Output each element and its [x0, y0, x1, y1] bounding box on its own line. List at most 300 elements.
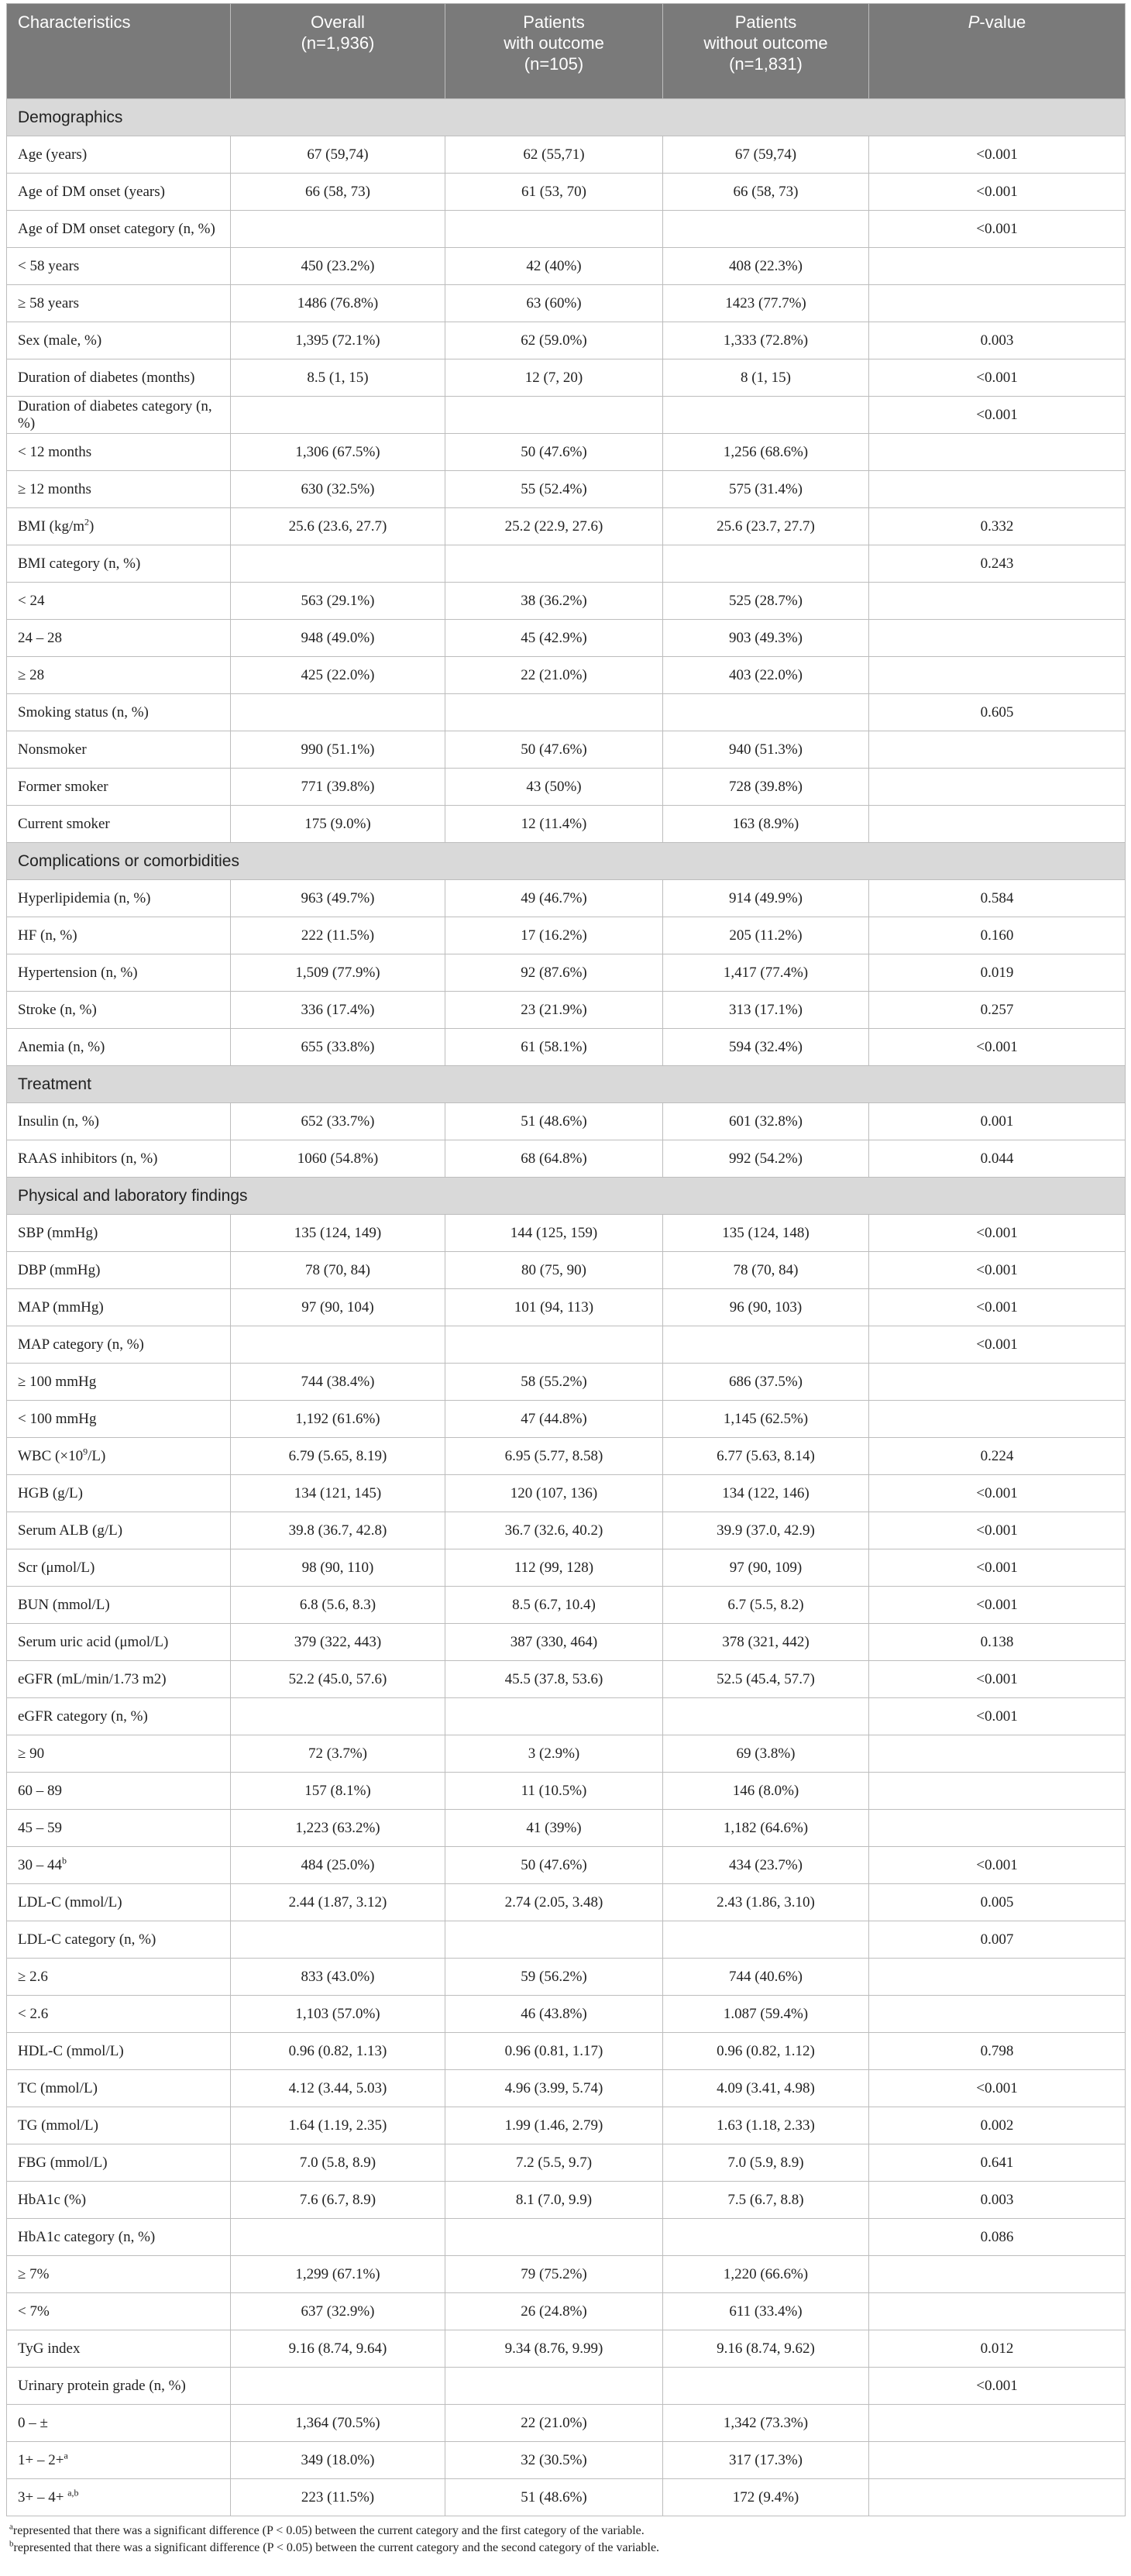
cell-overall	[231, 1698, 445, 1735]
section-header-row	[7, 1066, 1126, 1103]
row-label: LDL-C category (n, %)	[7, 1921, 231, 1959]
cell-overall: 1,395 (72.1%)	[231, 322, 445, 359]
table-row	[7, 359, 1126, 397]
cell-overall: 97 (90, 104)	[231, 1289, 445, 1326]
cell-with-outcome: 23 (21.9%)	[445, 992, 663, 1029]
cell-with-outcome: 45.5 (37.8, 53.6)	[445, 1661, 663, 1698]
cell-without-outcome: 9.16 (8.74, 9.62)	[663, 2330, 869, 2368]
table-row	[7, 2144, 1126, 2182]
cell-without-outcome: 403 (22.0%)	[663, 657, 869, 694]
cell-with-outcome: 0.96 (0.81, 1.17)	[445, 2033, 663, 2070]
cell-overall: 8.5 (1, 15)	[231, 359, 445, 397]
cell-with-outcome	[445, 2368, 663, 2405]
row-label: ≥ 90	[7, 1735, 231, 1773]
table-row	[7, 2107, 1126, 2144]
table-row	[7, 285, 1126, 322]
cell-p-value: <0.001	[869, 136, 1126, 174]
footnotes	[6, 2523, 1125, 2557]
cell-overall	[231, 1326, 445, 1364]
cell-without-outcome: 78 (70, 84)	[663, 1252, 869, 1289]
cell-p-value: <0.001	[869, 211, 1126, 248]
cell-with-outcome: 68 (64.8%)	[445, 1140, 663, 1178]
cell-overall: 1,299 (67.1%)	[231, 2256, 445, 2293]
cell-overall: 1060 (54.8%)	[231, 1140, 445, 1178]
row-label: Current smoker	[7, 806, 231, 843]
table-row	[7, 1252, 1126, 1289]
cell-with-outcome: 17 (16.2%)	[445, 917, 663, 954]
cell-without-outcome	[663, 694, 869, 731]
cell-overall: 1,223 (63.2%)	[231, 1810, 445, 1847]
cell-without-outcome: 525 (28.7%)	[663, 583, 869, 620]
cell-with-outcome: 43 (50%)	[445, 769, 663, 806]
cell-with-outcome: 41 (39%)	[445, 1810, 663, 1847]
cell-without-outcome: 6.7 (5.5, 8.2)	[663, 1587, 869, 1624]
cell-p-value: 0.007	[869, 1921, 1126, 1959]
cell-without-outcome: 6.77 (5.63, 8.14)	[663, 1438, 869, 1475]
cell-overall: 563 (29.1%)	[231, 583, 445, 620]
cell-p-value: 0.243	[869, 545, 1126, 583]
cell-without-outcome	[663, 2219, 869, 2256]
table-row	[7, 1884, 1126, 1921]
table-row	[7, 136, 1126, 174]
row-label: < 2.6	[7, 1996, 231, 2033]
cell-without-outcome	[663, 1921, 869, 1959]
cell-without-outcome: 1,220 (66.6%)	[663, 2256, 869, 2293]
cell-with-outcome	[445, 694, 663, 731]
row-label: BUN (mmol/L)	[7, 1587, 231, 1624]
cell-p-value: 0.003	[869, 322, 1126, 359]
cell-overall: 25.6 (23.6, 27.7)	[231, 508, 445, 545]
row-label: Duration of diabetes category (n, %)	[7, 397, 231, 434]
row-label: Former smoker	[7, 769, 231, 806]
row-label: Scr (μmol/L)	[7, 1549, 231, 1587]
cell-p-value: <0.001	[869, 1029, 1126, 1066]
cell-with-outcome: 22 (21.0%)	[445, 657, 663, 694]
cell-with-outcome: 4.96 (3.99, 5.74)	[445, 2070, 663, 2107]
row-label: eGFR (mL/min/1.73 m2)	[7, 1661, 231, 1698]
cell-without-outcome: 205 (11.2%)	[663, 917, 869, 954]
cell-without-outcome	[663, 397, 869, 434]
cell-without-outcome: 313 (17.1%)	[663, 992, 869, 1029]
cell-overall: 78 (70, 84)	[231, 1252, 445, 1289]
row-label: Age of DM onset category (n, %)	[7, 211, 231, 248]
row-label: Serum ALB (g/L)	[7, 1512, 231, 1549]
row-label: FBG (mmol/L)	[7, 2144, 231, 2182]
header-with-outcome: Patients with outcome (n=105)	[445, 4, 663, 99]
cell-without-outcome: 1423 (77.7%)	[663, 285, 869, 322]
cell-with-outcome: 63 (60%)	[445, 285, 663, 322]
cell-overall: 9.16 (8.74, 9.64)	[231, 2330, 445, 2368]
cell-with-outcome: 11 (10.5%)	[445, 1773, 663, 1810]
row-label: ≥ 28	[7, 657, 231, 694]
table-container	[6, 3, 1125, 2557]
cell-p-value	[869, 1810, 1126, 1847]
cell-without-outcome: 96 (90, 103)	[663, 1289, 869, 1326]
table-row	[7, 1438, 1126, 1475]
cell-with-outcome: 25.2 (22.9, 27.6)	[445, 508, 663, 545]
row-label: Stroke (n, %)	[7, 992, 231, 1029]
table-row	[7, 1549, 1126, 1587]
cell-with-outcome: 62 (55,71)	[445, 136, 663, 174]
cell-with-outcome: 46 (43.8%)	[445, 1996, 663, 2033]
row-label: HGB (g/L)	[7, 1475, 231, 1512]
cell-overall	[231, 211, 445, 248]
cell-overall: 175 (9.0%)	[231, 806, 445, 843]
cell-p-value: <0.001	[869, 1289, 1126, 1326]
table-row	[7, 1624, 1126, 1661]
cell-p-value: <0.001	[869, 1698, 1126, 1735]
cell-with-outcome: 22 (21.0%)	[445, 2405, 663, 2442]
cell-with-outcome	[445, 211, 663, 248]
table-body	[7, 99, 1126, 2516]
row-label: Insulin (n, %)	[7, 1103, 231, 1140]
cell-p-value	[869, 471, 1126, 508]
cell-with-outcome: 120 (107, 136)	[445, 1475, 663, 1512]
row-label: ≥ 12 months	[7, 471, 231, 508]
table-row	[7, 1773, 1126, 1810]
cell-p-value	[869, 248, 1126, 285]
cell-without-outcome: 4.09 (3.41, 4.98)	[663, 2070, 869, 2107]
cell-without-outcome: 601 (32.8%)	[663, 1103, 869, 1140]
cell-overall: 1,192 (61.6%)	[231, 1401, 445, 1438]
cell-overall: 484 (25.0%)	[231, 1847, 445, 1884]
cell-with-outcome: 42 (40%)	[445, 248, 663, 285]
cell-without-outcome: 1.63 (1.18, 2.33)	[663, 2107, 869, 2144]
row-label: BMI category (n, %)	[7, 545, 231, 583]
cell-with-outcome: 101 (94, 113)	[445, 1289, 663, 1326]
table-row	[7, 2256, 1126, 2293]
table-row	[7, 731, 1126, 769]
row-label: < 24	[7, 583, 231, 620]
row-label: Age (years)	[7, 136, 231, 174]
table-row	[7, 1475, 1126, 1512]
cell-with-outcome: 59 (56.2%)	[445, 1959, 663, 1996]
row-label: < 58 years	[7, 248, 231, 285]
row-label: HbA1c category (n, %)	[7, 2219, 231, 2256]
cell-overall: 833 (43.0%)	[231, 1959, 445, 1996]
cell-overall: 1,306 (67.5%)	[231, 434, 445, 471]
section-title: Physical and laboratory findings	[7, 1178, 1126, 1215]
cell-with-outcome: 92 (87.6%)	[445, 954, 663, 992]
table-row	[7, 174, 1126, 211]
table-row	[7, 1587, 1126, 1624]
cell-without-outcome: 914 (49.9%)	[663, 880, 869, 917]
cell-p-value: 0.798	[869, 2033, 1126, 2070]
cell-overall	[231, 2368, 445, 2405]
cell-with-outcome: 49 (46.7%)	[445, 880, 663, 917]
cell-without-outcome: 172 (9.4%)	[663, 2479, 869, 2516]
cell-with-outcome: 26 (24.8%)	[445, 2293, 663, 2330]
cell-p-value: <0.001	[869, 1661, 1126, 1698]
cell-without-outcome: 0.96 (0.82, 1.12)	[663, 2033, 869, 2070]
cell-without-outcome: 992 (54.2%)	[663, 1140, 869, 1178]
cell-overall: 223 (11.5%)	[231, 2479, 445, 2516]
cell-with-outcome: 51 (48.6%)	[445, 1103, 663, 1140]
cell-p-value	[869, 2293, 1126, 2330]
table-row	[7, 1512, 1126, 1549]
cell-p-value	[869, 583, 1126, 620]
row-label: HDL-C (mmol/L)	[7, 2033, 231, 2070]
cell-overall: 655 (33.8%)	[231, 1029, 445, 1066]
cell-p-value	[869, 769, 1126, 806]
cell-with-outcome: 8.1 (7.0, 9.9)	[445, 2182, 663, 2219]
cell-with-outcome: 7.2 (5.5, 9.7)	[445, 2144, 663, 2182]
cell-p-value: <0.001	[869, 1326, 1126, 1364]
cell-p-value	[869, 1996, 1126, 2033]
cell-without-outcome: 575 (31.4%)	[663, 471, 869, 508]
cell-with-outcome: 6.95 (5.77, 8.58)	[445, 1438, 663, 1475]
cell-p-value: <0.001	[869, 1549, 1126, 1587]
footnote-a: $^a$represented that there was a significant difference (P < 0.05) between the current category and the first category of the variable.	[9, 2522, 645, 2537]
cell-overall: 6.79 (5.65, 8.19)	[231, 1438, 445, 1475]
row-label: Hyperlipidemia (n, %)	[7, 880, 231, 917]
cell-without-outcome	[663, 211, 869, 248]
cell-p-value: <0.001	[869, 1215, 1126, 1252]
cell-without-outcome: 97 (90, 109)	[663, 1549, 869, 1587]
cell-with-outcome	[445, 2219, 663, 2256]
cell-without-outcome: 1,182 (64.6%)	[663, 1810, 869, 1847]
cell-without-outcome: 317 (17.3%)	[663, 2442, 869, 2479]
table-row	[7, 2293, 1126, 2330]
cell-p-value: <0.001	[869, 359, 1126, 397]
cell-without-outcome: 1,145 (62.5%)	[663, 1401, 869, 1438]
cell-with-outcome: 50 (47.6%)	[445, 1847, 663, 1884]
row-label: < 12 months	[7, 434, 231, 471]
cell-overall	[231, 2219, 445, 2256]
cell-p-value: <0.001	[869, 174, 1126, 211]
table-row	[7, 508, 1126, 545]
cell-p-value	[869, 285, 1126, 322]
cell-with-outcome: 144 (125, 159)	[445, 1215, 663, 1252]
row-label: Urinary protein grade (n, %)	[7, 2368, 231, 2405]
cell-p-value: <0.001	[869, 1512, 1126, 1549]
cell-p-value: <0.001	[869, 1252, 1126, 1289]
row-label: LDL-C (mmol/L)	[7, 1884, 231, 1921]
cell-overall: 72 (3.7%)	[231, 1735, 445, 1773]
table-row	[7, 806, 1126, 843]
cell-with-outcome: 58 (55.2%)	[445, 1364, 663, 1401]
cell-p-value	[869, 1773, 1126, 1810]
cell-overall: 1.64 (1.19, 2.35)	[231, 2107, 445, 2144]
row-label: 24 – 28	[7, 620, 231, 657]
table-row	[7, 248, 1126, 285]
row-label: MAP category (n, %)	[7, 1326, 231, 1364]
row-label: WBC $(\times 10^9/L)$	[7, 1438, 231, 1475]
row-label: ≥ 58 years	[7, 285, 231, 322]
row-label: TC (mmol/L)	[7, 2070, 231, 2107]
table-row	[7, 657, 1126, 694]
table-row	[7, 954, 1126, 992]
cell-with-outcome: 8.5 (6.7, 10.4)	[445, 1587, 663, 1624]
table-row	[7, 545, 1126, 583]
cell-with-outcome: 80 (75, 90)	[445, 1252, 663, 1289]
row-label: 45 – 59	[7, 1810, 231, 1847]
table-row	[7, 322, 1126, 359]
cell-without-outcome: 940 (51.3%)	[663, 731, 869, 769]
cell-without-outcome: 7.0 (5.9, 8.9)	[663, 2144, 869, 2182]
cell-without-outcome: 66 (58, 73)	[663, 174, 869, 211]
cell-p-value: 0.086	[869, 2219, 1126, 2256]
cell-with-outcome: 387 (330, 464)	[445, 1624, 663, 1661]
cell-with-outcome	[445, 1326, 663, 1364]
cell-overall: 1,509 (77.9%)	[231, 954, 445, 992]
row-label: Smoking status (n, %)	[7, 694, 231, 731]
cell-without-outcome: 686 (37.5%)	[663, 1364, 869, 1401]
cell-with-outcome: 12 (7, 20)	[445, 359, 663, 397]
cell-without-outcome	[663, 1698, 869, 1735]
cell-p-value: 0.605	[869, 694, 1126, 731]
cell-overall: 630 (32.5%)	[231, 471, 445, 508]
table-row	[7, 1140, 1126, 1178]
table-row	[7, 2033, 1126, 2070]
cell-p-value: 0.160	[869, 917, 1126, 954]
cell-p-value	[869, 2442, 1126, 2479]
cell-without-outcome: 146 (8.0%)	[663, 1773, 869, 1810]
row-label: < 7%	[7, 2293, 231, 2330]
cell-overall: 771 (39.8%)	[231, 769, 445, 806]
cell-without-outcome: 408 (22.3%)	[663, 248, 869, 285]
cell-without-outcome: 378 (321, 442)	[663, 1624, 869, 1661]
cell-p-value: 0.641	[869, 2144, 1126, 2182]
row-label: RAAS inhibitors (n, %)	[7, 1140, 231, 1178]
cell-p-value: <0.001	[869, 1847, 1126, 1884]
row-label: ≥ 2.6	[7, 1959, 231, 1996]
cell-overall: 1,103 (57.0%)	[231, 1996, 445, 2033]
section-header-row	[7, 1178, 1126, 1215]
cell-with-outcome: 47 (44.8%)	[445, 1401, 663, 1438]
cell-without-outcome	[663, 1326, 869, 1364]
cell-p-value: 0.257	[869, 992, 1126, 1029]
row-label: SBP (mmHg)	[7, 1215, 231, 1252]
cell-overall: 379 (322, 443)	[231, 1624, 445, 1661]
cell-overall	[231, 545, 445, 583]
cell-with-outcome: 36.7 (32.6, 40.2)	[445, 1512, 663, 1549]
row-label: Age of DM onset (years)	[7, 174, 231, 211]
cell-without-outcome: 1,417 (77.4%)	[663, 954, 869, 992]
header-overall: Overall (n=1,936)	[231, 4, 445, 99]
table-row	[7, 2182, 1126, 2219]
cell-without-outcome: 7.5 (6.7, 8.8)	[663, 2182, 869, 2219]
cell-overall: 4.12 (3.44, 5.03)	[231, 2070, 445, 2107]
cell-with-outcome: 55 (52.4%)	[445, 471, 663, 508]
cell-with-outcome: 9.34 (8.76, 9.99)	[445, 2330, 663, 2368]
cell-without-outcome: 52.5 (45.4, 57.7)	[663, 1661, 869, 1698]
cell-with-outcome: 45 (42.9%)	[445, 620, 663, 657]
cell-with-outcome	[445, 1921, 663, 1959]
cell-overall: 0.96 (0.82, 1.13)	[231, 2033, 445, 2070]
cell-overall: 6.8 (5.6, 8.3)	[231, 1587, 445, 1624]
section-title: Demographics	[7, 99, 1126, 136]
row-label: 1+ – 2+$^a$	[7, 2442, 231, 2479]
cell-overall: 7.0 (5.8, 8.9)	[231, 2144, 445, 2182]
cell-overall: 222 (11.5%)	[231, 917, 445, 954]
cell-p-value: 0.019	[869, 954, 1126, 992]
header-row	[7, 4, 1126, 99]
cell-p-value: 0.332	[869, 508, 1126, 545]
cell-overall	[231, 1921, 445, 1959]
table-row	[7, 1847, 1126, 1884]
cell-without-outcome: 163 (8.9%)	[663, 806, 869, 843]
table-row	[7, 1215, 1126, 1252]
row-label: TG (mmol/L)	[7, 2107, 231, 2144]
cell-overall: 652 (33.7%)	[231, 1103, 445, 1140]
cell-overall: 963 (49.7%)	[231, 880, 445, 917]
table-row	[7, 583, 1126, 620]
table-row	[7, 2070, 1126, 2107]
table-row	[7, 2368, 1126, 2405]
row-label: HbA1c (%)	[7, 2182, 231, 2219]
cell-overall: 67 (59,74)	[231, 136, 445, 174]
cell-overall: 948 (49.0%)	[231, 620, 445, 657]
cell-p-value	[869, 2479, 1126, 2516]
section-header-row	[7, 843, 1126, 880]
cell-without-outcome: 8 (1, 15)	[663, 359, 869, 397]
table-row	[7, 434, 1126, 471]
footnote-b: $^b$represented that there was a significant difference (P < 0.05) between the current category and the second category of the variable.	[9, 2539, 660, 2554]
cell-overall: 744 (38.4%)	[231, 1364, 445, 1401]
cell-without-outcome: 728 (39.8%)	[663, 769, 869, 806]
cell-with-outcome: 1.99 (1.46, 2.79)	[445, 2107, 663, 2144]
table-row	[7, 769, 1126, 806]
cell-without-outcome: 1,333 (72.8%)	[663, 322, 869, 359]
cell-without-outcome: 2.43 (1.86, 3.10)	[663, 1884, 869, 1921]
cell-without-outcome	[663, 545, 869, 583]
section-header-row	[7, 99, 1126, 136]
cell-p-value	[869, 1401, 1126, 1438]
table-row	[7, 2330, 1126, 2368]
row-label: Sex (male, %)	[7, 322, 231, 359]
table-row	[7, 1326, 1126, 1364]
table-row	[7, 2219, 1126, 2256]
cell-overall: 134 (121, 145)	[231, 1475, 445, 1512]
cell-overall: 1486 (76.8%)	[231, 285, 445, 322]
cell-p-value: 0.044	[869, 1140, 1126, 1178]
row-label: DBP (mmHg)	[7, 1252, 231, 1289]
cell-overall: 66 (58, 73)	[231, 174, 445, 211]
table-row	[7, 1810, 1126, 1847]
table-row	[7, 917, 1126, 954]
table-row	[7, 1364, 1126, 1401]
table-row	[7, 1698, 1126, 1735]
header-characteristics: Characteristics	[7, 4, 231, 99]
cell-overall	[231, 694, 445, 731]
table-row	[7, 880, 1126, 917]
cell-with-outcome: 50 (47.6%)	[445, 731, 663, 769]
cell-overall: 157 (8.1%)	[231, 1773, 445, 1810]
cell-p-value: 0.002	[869, 2107, 1126, 2144]
cell-without-outcome: 134 (122, 146)	[663, 1475, 869, 1512]
cell-with-outcome: 38 (36.2%)	[445, 583, 663, 620]
cell-overall: 135 (124, 149)	[231, 1215, 445, 1252]
row-label: eGFR category (n, %)	[7, 1698, 231, 1735]
cell-without-outcome: 434 (23.7%)	[663, 1847, 869, 1884]
row-label: ≥ 100 mmHg	[7, 1364, 231, 1401]
cell-with-outcome: 62 (59.0%)	[445, 322, 663, 359]
row-label: 30 – 44$^b$	[7, 1847, 231, 1884]
cell-overall: 52.2 (45.0, 57.6)	[231, 1661, 445, 1698]
table-row	[7, 694, 1126, 731]
cell-p-value	[869, 2405, 1126, 2442]
table-row	[7, 992, 1126, 1029]
cell-without-outcome: 69 (3.8%)	[663, 1735, 869, 1773]
cell-without-outcome: 903 (49.3%)	[663, 620, 869, 657]
cell-p-value: 0.584	[869, 880, 1126, 917]
cell-without-outcome: 25.6 (23.7, 27.7)	[663, 508, 869, 545]
cell-p-value	[869, 2256, 1126, 2293]
cell-without-outcome: 1,256 (68.6%)	[663, 434, 869, 471]
cell-with-outcome: 61 (58.1%)	[445, 1029, 663, 1066]
cell-without-outcome	[663, 2368, 869, 2405]
